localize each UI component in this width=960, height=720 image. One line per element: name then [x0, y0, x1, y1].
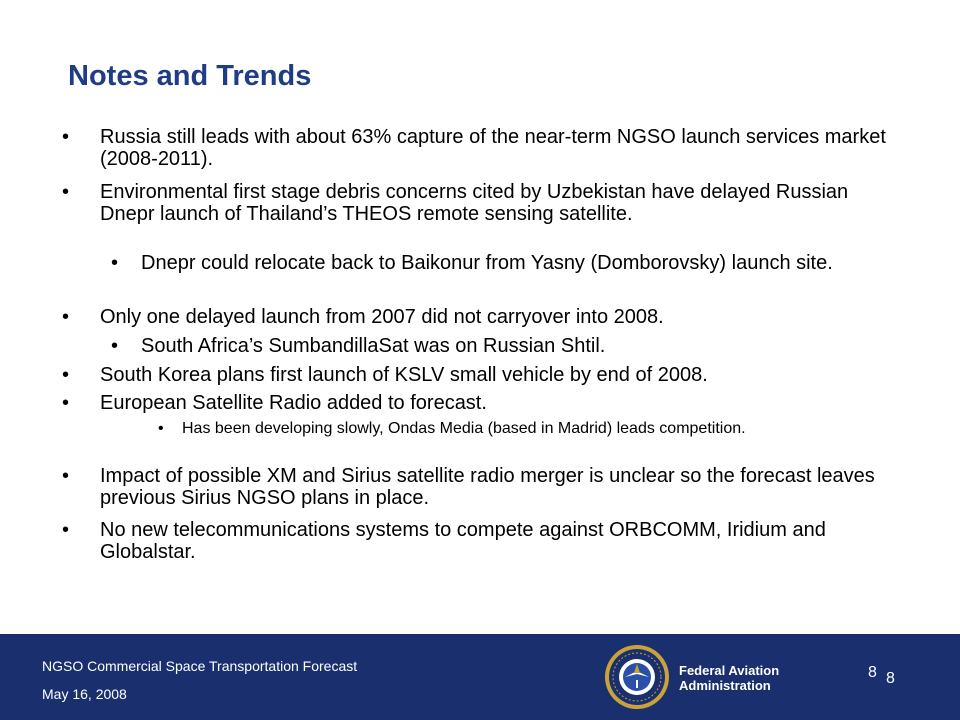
bullet-text: Only one delayed launch from 2007 did not carryover into 2008. — [100, 306, 664, 328]
sub-sub-bullet-item — [158, 420, 842, 437]
bullet-text: South Korea plans first launch of KSLV small vehicle by end of 2008. — [100, 364, 708, 386]
bullet-marker: • — [62, 181, 70, 203]
agency-name-line2: Administration — [679, 678, 771, 693]
bullet-marker: • — [111, 252, 119, 274]
bullet-marker: • — [62, 364, 70, 386]
bullet-text: No new telecommunications systems to compete against ORBCOMM, Iridium and Globalstar. — [100, 519, 826, 563]
sub-bullet-item — [111, 252, 881, 274]
bullet-item — [62, 181, 900, 225]
agency-name-line1: Federal Aviation — [679, 663, 780, 678]
bullet-marker: • — [62, 126, 70, 148]
sub-bullet-item — [111, 335, 881, 357]
bullet-text: Impact of possible XM and Sirius satellite radio merger is unclear so the forecast leaves previous Sirius NGSO plans in place. — [100, 465, 875, 509]
bullet-item — [62, 364, 900, 386]
faa-seal-icon — [604, 644, 670, 710]
footer-date: May 16, 2008 — [42, 686, 127, 702]
bullet-marker: • — [158, 420, 164, 437]
bullet-item — [62, 306, 900, 328]
bullet-item — [62, 126, 900, 170]
bullet-text: Environmental first stage debris concerns cited by Uzbekistan have delayed Russian Dnepr launch of Thailand’s THEOS remote sensing satellite. — [100, 181, 849, 225]
page-number: 8 — [868, 664, 877, 681]
footer-document-title: NGSO Commercial Space Transportation Forecast — [42, 658, 358, 674]
page-number-duplicate: 8 — [886, 670, 895, 687]
agency-name — [679, 663, 779, 693]
bullet-item — [62, 392, 900, 414]
footer-bar — [0, 634, 960, 720]
bullet-text: Has been developing slowly, Ondas Media (based in Madrid) leads competition. — [182, 420, 746, 437]
bullet-marker: • — [62, 392, 70, 414]
bullet-item — [62, 465, 900, 509]
bullet-text: South Africa’s SumbandillaSat was on Russian Shtil. — [141, 335, 606, 357]
bullet-marker: • — [62, 465, 70, 487]
bullet-marker: • — [62, 519, 70, 541]
bullet-marker: • — [111, 335, 119, 357]
bullet-text: Russia still leads with about 63% capture of the near-term NGSO launch services market (2008-2011). — [100, 126, 886, 170]
bullet-item — [62, 519, 900, 563]
bullet-marker: • — [62, 306, 70, 328]
bullet-text: Dnepr could relocate back to Baikonur from Yasny (Domborovsky) launch site. — [141, 252, 833, 274]
bullet-text: European Satellite Radio added to forecast. — [100, 392, 487, 414]
slide-title: Notes and Trends — [68, 60, 312, 92]
